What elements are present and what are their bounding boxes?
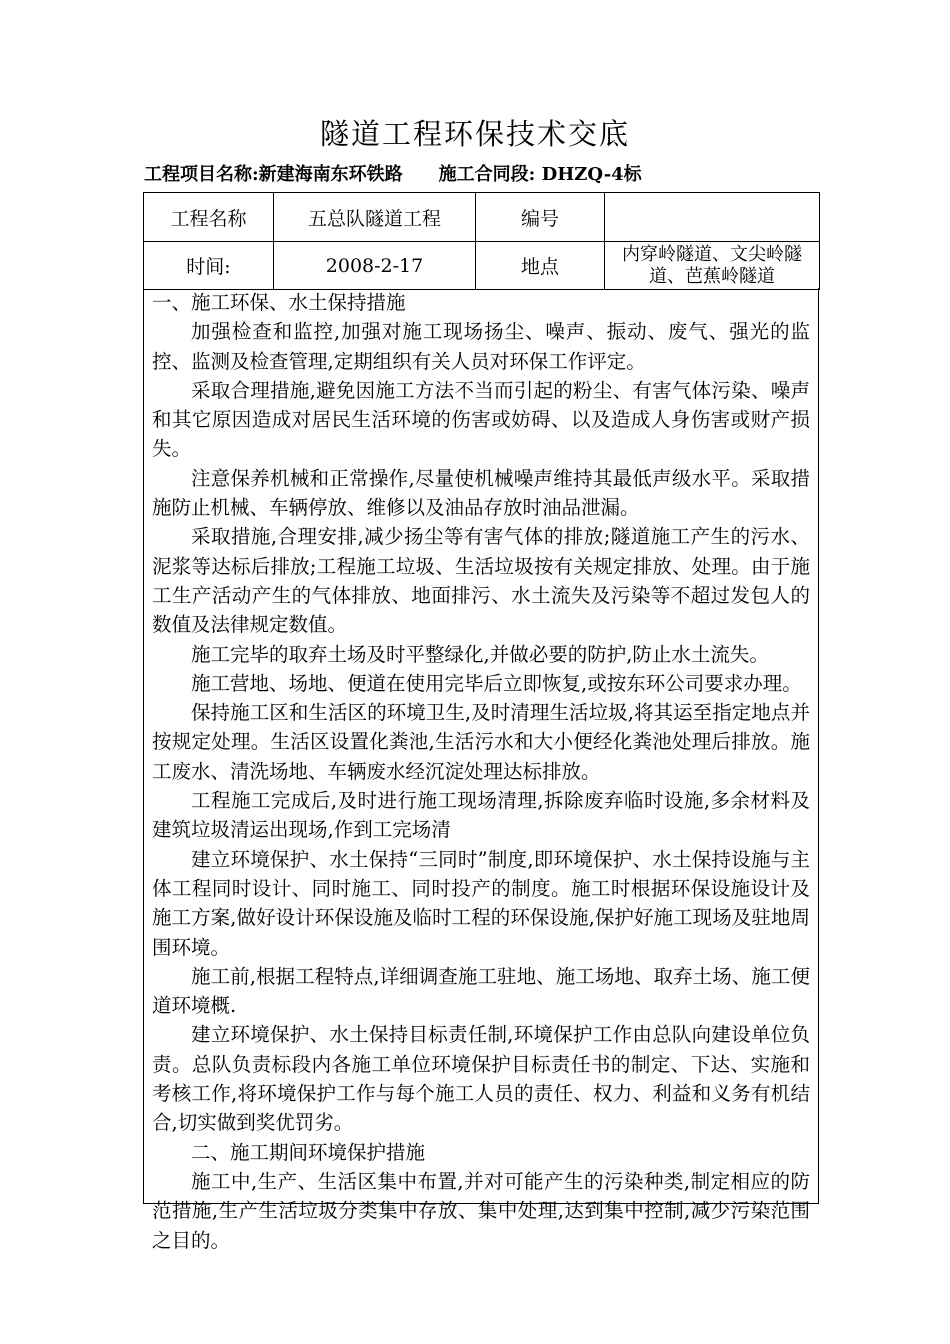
paragraph: 施工营地、场地、便道在使用完毕后立即恢复,或按东环公司要求办理。: [191, 671, 802, 695]
time-value-cell: 2008-2-17: [274, 242, 476, 290]
contract-label: 施工合同段:: [438, 164, 536, 185]
project-line: [144, 160, 642, 186]
location-label-cell: 地点: [476, 242, 605, 290]
info-table: [143, 192, 820, 290]
paragraph: 建立环境保护、水土保持目标责任制,环境保护工作由总队向建设单位负责。总队负责标段内各施工单位环境保护目标责任书的制定、下达、实施和考核工作,将环境保护工作与每个施工人员的责任、权力、利益和义务有机结合,切实做到奖优罚劣。: [152, 1023, 810, 1135]
info-row-time: [144, 242, 820, 290]
paragraph: 施工完毕的取弃土场及时平整绿化,并做必要的防护,防止水土流失。: [191, 642, 769, 666]
project-name-label-cell: 工程名称: [144, 193, 274, 242]
project-name: 新建海南东环铁路: [258, 164, 403, 185]
location-line-1: 内穿岭隧道、文尖岭隧: [622, 243, 802, 265]
time-label-cell: 时间:: [144, 242, 274, 290]
contract-value: DHZQ-4标: [541, 164, 642, 185]
location-line-2: 道、芭蕉岭隧道: [649, 265, 775, 287]
location-value-cell: [605, 242, 820, 290]
info-row-project: [144, 193, 820, 242]
project-name-value-cell: 五总队隧道工程: [274, 193, 476, 242]
number-value-cell: [605, 193, 820, 242]
paragraph: 工程施工完成后,及时进行施工现场清理,拆除废弃临时设施,多余材料及建筑垃圾清运出现场,作到工完场清: [152, 789, 810, 842]
paragraph: 加强检查和监控,加强对施工现场扬尘、噪声、振动、废气、强光的监控、监测及检查管理,定期组织有关人员对环保工作评定。: [152, 320, 810, 373]
paragraph: 采取措施,合理安排,减少扬尘等有害气体的排放;隧道施工产生的污水、泥浆等达标后排放;工程施工垃圾、生活垃圾按有关规定排放、处理。由于施工生产活动产生的气体排放、地面排污、水土流失及污染等不超过发包人的数值及法律规定数值。: [152, 525, 810, 637]
section-heading-1: 一、施工环保、水土保持措施: [152, 291, 406, 314]
paragraph: 建立环境保护、水土保持“三同时”制度,即环境保护、水土保持设施与主体工程同时设计、同时施工、同时投产的制度。施工时根据环保设施设计及施工方案,做好设计环保设施及临时工程的环保设施,保护好施工现场及驻地周围环境。: [152, 847, 810, 959]
paragraph: 保持施工区和生活区的环境卫生,及时清理生活垃圾,将其运至指定地点并按规定处理。生活区设置化粪池,生活污水和大小便经化粪池处理后排放。施工废水、清洗场地、车辆废水经沉淀处理达标排放。: [152, 701, 810, 783]
number-label-cell: 编号: [476, 193, 605, 242]
paragraph: 采取合理措施,避免因施工方法不当而引起的粉尘、有害气体污染、噪声和其它原因造成对居民生活环境的伤害或妨碍、以及造成人身伤害或财产损失。: [152, 378, 810, 461]
paragraph: 施工中,生产、生活区集中布置,并对可能产生的污染种类,制定相应的防范措施,生产生活垃圾分类集中存放、集中处理,达到集中控制,减少污染范围之目的。: [152, 1169, 810, 1252]
paragraph: 注意保养机械和正常操作,尽量使机械噪声维持其最低声级水平。采取措施防止机械、车辆停放、维修以及油品存放时油品泄漏。: [152, 466, 810, 520]
section-heading-2: 二、施工期间环境保护措施: [191, 1140, 426, 1164]
paragraph: 施工前,根据工程特点,详细调查施工驻地、施工场地、取弃土场、施工便道环境概.: [152, 964, 810, 1018]
document-title: 隧道工程环保技术交底: [319, 117, 630, 151]
project-label: 工程项目名称:: [144, 164, 259, 185]
content-body: [143, 288, 819, 1252]
